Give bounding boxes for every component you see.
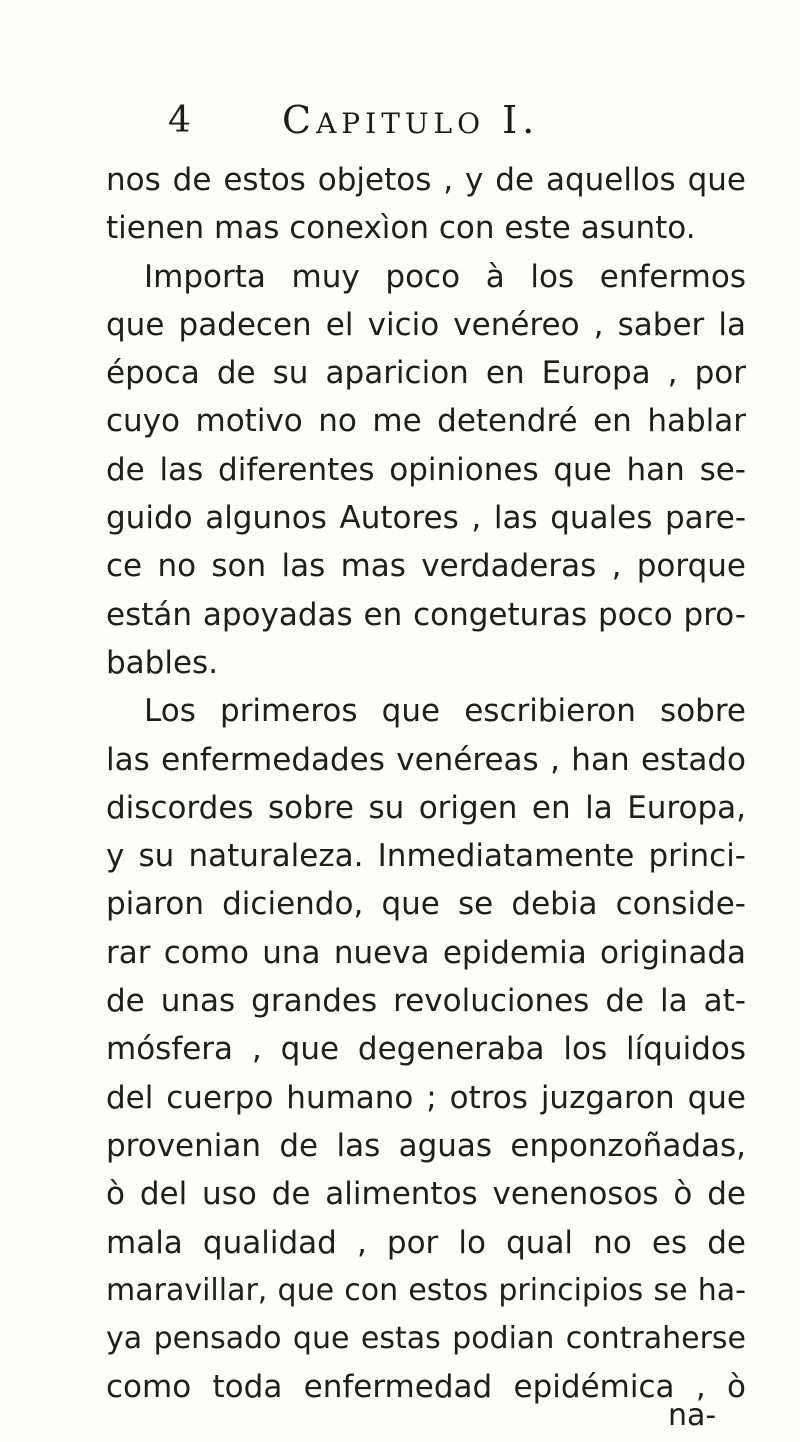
chapter-title-rest: APITULO bbox=[316, 107, 486, 140]
text-line: Importa muy poco à los enfermos bbox=[144, 258, 746, 295]
text-line: maravillar, que con estos principios se ha- bbox=[106, 1272, 746, 1308]
running-header bbox=[0, 98, 800, 148]
text-line: guido algunos Autores , las quales pare- bbox=[106, 500, 746, 537]
text-line: ce no son las mas verdaderas , porque bbox=[106, 548, 746, 585]
text-line: de las diferentes opiniones que han se- bbox=[106, 451, 746, 488]
text-line: que padecen el vicio venéreo , saber la bbox=[106, 306, 746, 343]
text-line: como toda enfermedad epidémica , ò bbox=[106, 1369, 746, 1406]
text-line: piaron diciendo, que se debia conside- bbox=[106, 886, 746, 923]
text-line: del cuerpo humano ; otros juzgaron que bbox=[106, 1079, 746, 1116]
body-text bbox=[106, 156, 746, 1412]
text-line: de unas grandes revoluciones de la at- bbox=[106, 983, 746, 1020]
text-line: mala qualidad , por lo qual no es de bbox=[106, 1224, 746, 1261]
chapter-title-initial: C bbox=[282, 98, 317, 142]
text-line: rar como una nueva epidemia originada bbox=[106, 934, 746, 971]
text-line: ò del uso de alimentos venenosos ò de bbox=[106, 1176, 746, 1213]
text-line: están apoyadas en congeturas poco pro- bbox=[106, 596, 746, 633]
chapter-title bbox=[282, 98, 539, 142]
text-line: provenian de las aguas enponzoñadas, bbox=[106, 1127, 746, 1164]
text-line: y su naturaleza. Inmediatamente princi- bbox=[106, 838, 746, 875]
text-line: época de su aparicion en Europa , por bbox=[106, 355, 746, 392]
text-line: discordes sobre su origen en la Europa, bbox=[106, 789, 746, 826]
text-line: mósfera , que degeneraba los líquidos bbox=[106, 1031, 746, 1068]
page-number: 4 bbox=[168, 100, 191, 141]
text-line: Los primeros que escribieron sobre bbox=[144, 693, 746, 730]
text-line: bables. bbox=[106, 644, 219, 681]
text-line: ya pensado que estas podian contraherse bbox=[106, 1321, 746, 1357]
text-line: las enfermedades venéreas , han estado bbox=[106, 741, 746, 778]
chapter-number: I. bbox=[502, 98, 540, 142]
catchword: na- bbox=[668, 1398, 717, 1433]
text-line: nos de estos objetos , y de aquellos que bbox=[106, 162, 746, 198]
text-line: cuyo motivo no me detendré en hablar bbox=[106, 403, 746, 440]
text-line: tienen mas conexìon con este asunto. bbox=[106, 210, 696, 247]
